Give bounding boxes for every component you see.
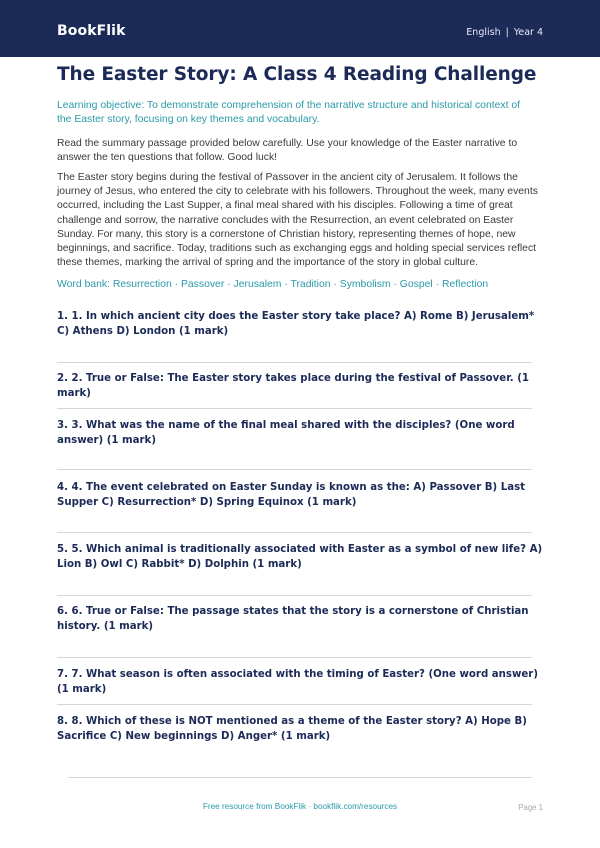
page-header xyxy=(0,0,600,57)
question-4: 4. 4. The event celebrated on Easter Sunday is known as the: A) Passover B) Last Supper C) Resurrection* D) Spring Equinox (1 mark) xyxy=(57,482,526,508)
question-5: 5. 5. Which animal is traditionally associated with Easter as a symbol of new life? A) Lion B) Owl C) Rabbit* D) Dolphin (1 mark) xyxy=(57,544,543,570)
instructions: Read the summary passage provided below carefully. Use your knowledge of the Easter narrative to answer the ten questions that follow. Good luck! xyxy=(57,138,518,163)
question-6: 6. 6. True or False: The passage states that the story is a cornerstone of Christian history. (1 mark) xyxy=(57,606,529,632)
question-7: 7. 7. What season is often associated with the timing of Easter? (One word answer) (1 mark) xyxy=(57,669,538,695)
answer-line-5[interactable] xyxy=(57,595,532,596)
footer-credit[interactable]: Free resource from BookFlik · bookflik.com/resources xyxy=(202,802,398,811)
answer-line-1[interactable] xyxy=(57,362,532,363)
meta-separator: | xyxy=(505,27,509,38)
question-3: 3. 3. What was the name of the final meal shared with the disciples? (One word answer) (1 mark) xyxy=(57,420,515,446)
answer-line-2[interactable] xyxy=(57,408,532,409)
learning-objective: Learning objective: To demonstrate comprehension of the narrative structure and historical context of the Easter story, focusing on key themes and vocabulary. xyxy=(57,100,521,125)
answer-line-3[interactable] xyxy=(57,469,532,470)
footer-divider xyxy=(68,777,532,778)
page-title: The Easter Story: A Class 4 Reading Challenge xyxy=(57,64,537,85)
brand-logo[interactable]: BookFlik xyxy=(57,23,126,39)
answer-line-7[interactable] xyxy=(57,704,532,705)
header-meta xyxy=(466,27,543,38)
answer-line-4[interactable] xyxy=(57,532,532,533)
word-bank: Word bank: Resurrection · Passover · Jerusalem · Tradition · Symbolism · Gospel · Reflection xyxy=(57,279,489,290)
page-number: Page 1 xyxy=(518,803,543,812)
question-2: 2. 2. True or False: The Easter story takes place during the festival of Passover. (1 mark) xyxy=(57,373,529,399)
reading-passage: The Easter story begins during the festival of Passover in the ancient city of Jerusalem. It follows the journey of Jesus, who entered the city to celebrate with his followers. Throughout the week, many events occurred, including the Last Supper, a final meal shared with his disciples. Following a time of great challenge and sorrow, the narrative concludes with the Resurrection, an event celebrated on Easter Sunday. For many, this story is a cornerstone of Christian history, representing themes of hope, new beginnings, and sacrifice. Today, traditions such as exchanging eggs and holding special services reflect these themes, marking the arrival of spring and the importance of the story in global culture. xyxy=(57,172,538,269)
subject-label: English xyxy=(466,27,501,38)
question-1: 1. 1. In which ancient city does the Easter story take place? A) Rome B) Jerusalem* C) Athens D) London (1 mark) xyxy=(57,311,535,337)
question-8: 8. 8. Which of these is NOT mentioned as a theme of the Easter story? A) Hope B) Sacrifice C) New beginnings D) Anger* (1 mark) xyxy=(57,716,527,742)
year-label: Year 4 xyxy=(513,27,543,38)
answer-line-6[interactable] xyxy=(57,657,532,658)
